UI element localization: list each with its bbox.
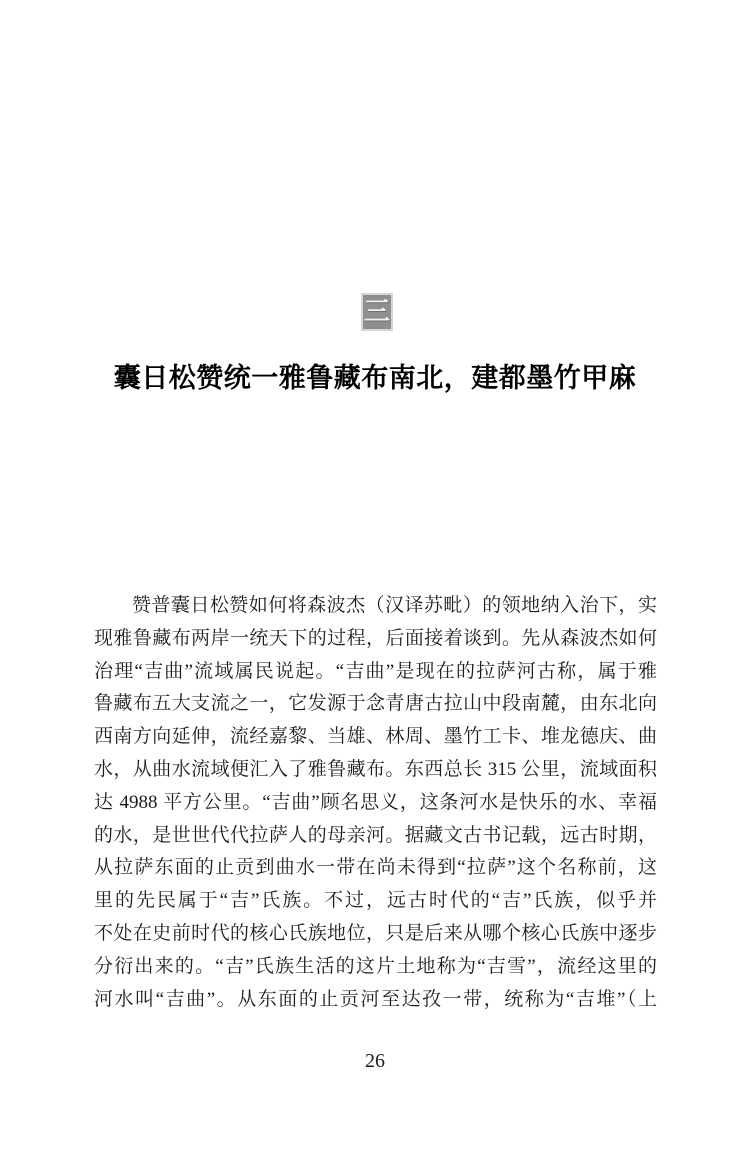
body-text-line: 赞普囊日松赞如何将森波杰（汉译苏毗）的领地纳入治下，实 — [132, 595, 657, 616]
body-text-line: 从拉萨东面的止贡到曲水一带在尚未得到“拉萨”这个名称前，这 — [94, 857, 657, 879]
body-text-line: 西南方向延伸，流经嘉黎、当雄、林周、墨竹工卡、堆龙德庆、曲 — [94, 726, 657, 748]
page-number: 26 — [365, 1050, 385, 1072]
body-text-line: 达 4988 平方公里。“吉曲”顾名思义，这条河水是快乐的水、幸福 — [94, 791, 657, 813]
chapter-number-glyph: 三 — [363, 297, 390, 326]
body-text-line: 现雅鲁藏布两岸一统天下的过程，后面接着谈到。先从森波杰如何 — [94, 627, 657, 649]
body-text-line: 鲁藏布五大支流之一，它发源于念青唐古拉山中段南麓，由东北向 — [94, 693, 657, 715]
body-text-line: 治理“吉曲”流域属民说起。“吉曲”是现在的拉萨河古称，属于雅 — [94, 660, 657, 682]
body-text-line: 河水叫“吉曲”。从东面的止贡河至达孜一带，统称为“吉堆”（上 — [94, 988, 657, 1010]
body-paragraph — [94, 590, 657, 1016]
chapter-number-ornament — [361, 293, 393, 331]
body-text-line: 的水，是世世代代拉萨人的母亲河。据藏文古书记载，远古时期， — [94, 824, 657, 846]
chapter-title: 囊日松赞统一雅鲁藏布南北，建都墨竹甲麻 — [113, 363, 637, 394]
body-text-line: 里的先民属于“吉”氏族。不过，远古时代的“吉”氏族，似乎并 — [94, 890, 657, 912]
body-text-line: 水，从曲水流域便汇入了雅鲁藏布。东西总长 315 公里，流域面积 — [94, 758, 657, 780]
body-text-line: 不处在史前时代的核心氏族地位，只是后来从哪个核心氏族中逐步 — [94, 922, 657, 944]
body-text-line: 分衍出来的。“吉”氏族生活的这片土地称为“吉雪”，流经这里的 — [94, 955, 657, 977]
